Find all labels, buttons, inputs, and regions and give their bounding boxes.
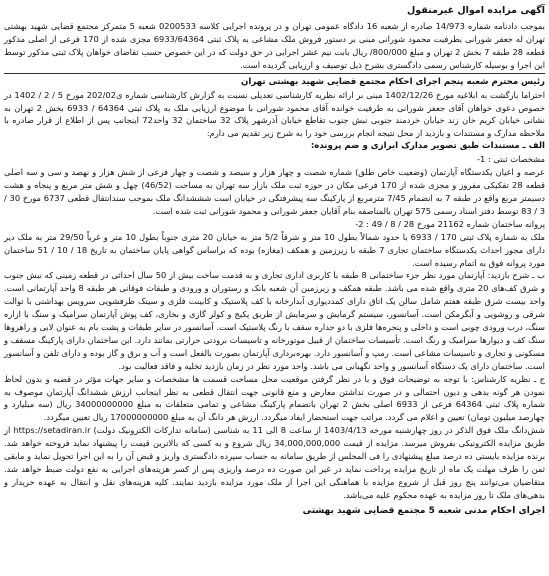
court-unit: رئیس محترم شعبه پنجم اجرای احکام مجتمع قضایی شهید بهشتی تهران [241, 76, 545, 87]
permit-heading: پروانه ساختمان شماره 21162 مورخ 28 / 8 / 49 : 2- [355, 218, 545, 229]
divider [4, 73, 545, 74]
auction-terms: شش‌دانگ ملک فوق الذکر در روز چهارشنبه مورخه 1403/4/13 از ساعت 8 الی 11 به شناسی (سامانه تدارکات الکترونیک دولت) https://setadiran.ir از طریق مزایده الکترونیکی بفروش میرسد. مزایده از قیمت 34,000,000,000 ریال شروع و به کسی که بالاترین قیمت را پیشنهاد نماید فروخته خواهد شد. برنده مزایده بایستی ده درصد مبلغ پیشنهادی را فی المجلس از طریق سامانه به حساب سپرده دادگستری واریز و قبض آن را به این اجرا تحویل نماید و مابقی ثمن را ظرف مهلت یک ماه از تاریخ مزایده پرداخت نماید در غیر این صورت ده درصد واریزی پس از کسر هزینه‌های اجرایی به نفع دولت ضبط خواهد شد. متقاضیان می‌توانند پنج روز قبل از شروع مزایده با هماهنگی این اجرا از ملک مورد مزایده بازدید نمایند. کلیه هزینه‌های نقل و انتقال به عهده خریدار و بدهی‌های ملک تا روز مزایده به عهده محکوم علیه می‌باشد. [4, 425, 546, 500]
ownership-heading: مشخصات ثبتی : 1- [477, 154, 545, 165]
section-b-inspection: ب ـ شرح بازدید: آپارتمان مورد نظر جزء ساختمانی 8 طبقه با کاربری اداری تجاری و به قدمت ساخت بیش از 50 سال احداثی در قطعه زمینی که نبش جنوب و شرق کف‌های 20 متری واقع شده می باشد. طبقه همکف و زیرزمین آن شعبه بانک و رستوران و ورودی و طبقات فوقانی هر طبقه 8 واحد آپارتمانی است. واحد بیست شرق طبقه هفتم شامل سالن یک اتاق دارای کمددیواری آبدارخانه با کف پلاستیک و کابینت فلزی و سینک ظرفشویی سرویس بهداشتی با توالت شرقی و روشویی و آبگرمکن است. آسانسور، سیستم گرمایش و سرمایش از طریق پکیج و کولر گازی و بخاری، کف پوش آپارتمان سرامیک و سنگ با ازاره سنگ، درب ورودی چوبی است و داخلی و پنجره‌ها فلزی با دو جداره سقف با رنگ پلاستیک است. آسانسور در سایر طبقات و پشت بام به عنوان لابی و راهروها سنگ کف و دیوارها سرامیک و رنگ است. تأسیسات ساختمان از قبیل موتورخانه و تاسیسات برودتی حرارتی بمانند دارد. این ساختمان دارای پارکینگ مسقف و مسکونی و تجاری و تاسیسات مشاعی است. رمپ و آسانسور دارد. بهره‌برداری آپارتمان بصورت بالفعل است و آب و برق و گاز بوده و دارای تلفن و آسانسور است. ساختمان دارای یک دستگاه آسانسور و واحد نگهبانی می باشد. واحد مورد نظر در زمان بازدید تخلیه و فاقد فعالیت بود. [4, 270, 545, 371]
notice-intro: بموجب دادنامه شماره 14/973 صادره از شعبه 16 دادگاه عمومی تهران و در پرونده اجرایی کلاسه 0200533 شعبه 5 متمرکز مجتمع قضایی شهید بهشتی تهران له جعفر شورانی بطرفیت محمود شورانی مبنی بر دستور فروش ملک مشاعی به پلاک ثبتی 6933/64364 مجزی شده از 170 فرعی از اصلی مذکور قطعه 28 طبقه 7 بخش 2 تهران و مبلغ 800/000/ ریال بابت نیم عشر اجرایی در حق دولت که در این خصوص حسب تقاضای خواهان پلاک ثبتی مذکور توسط این اجرا و بوسیله کارشناس رسمی دادگستری بشرح ذیل توصیف و ارزیابی گردیده است. [4, 21, 545, 70]
notice-title: آگهی مزایده اموال غیرمنقول [407, 5, 545, 16]
signature-line: اجرای احکام مدنی شعبه 5 مجتمع قضایی شهید بهشتی [302, 505, 545, 516]
section-c-expert-opinion: ج ـ نظریه کارشناس: با توجه به توضیحات فوق و با در نظر گرفتن موقعیت محل مساحت قسمت ها مشخصات و سایر جهات مؤثر در قضیه و بدون لحاظ نمودن هر گونه بدهی و دیون احتمالی و در صورت نداشتن معارض و منع قانونی جهت انتقال قطعی به نظر اینجانب ارزش ششدانگ آپارتمان موصوف به شماره پلاک ثبتی 64364 فرعی از 6933 اصلی بخش 2 تهران بانضمام پارکینگ مشاعی و تمامی متعلقات به مبلغ 34000000000 ریال (سه میلیارد و چهارصد میلیون تومان) تعیین و اعلام می گردد. مراتب جهت استحضار ایفاد میگردد. ارزش هر دانگ آن به مبلغ 17000000000 ریال تعیین میگردد. [4, 373, 546, 423]
ownership-text: عرصه و اعیان یکدستگاه آپارتمان (وضعیت خاص طلق) شماره شصت و چهار هزار و سیصد و شصت و چهار فرعی از شش هزار و نهصد و سی و سه اصلی قطعه 28 تفکیکی مفروز و مجزی شده از 170 فرعی مکان در حوزه ثبت ملک بازار سه تهران به مساحت (46/52) چهل و شش متر مربع و پنجاه و هشت دسیمتر مربع واقع در طبقه 7 به انضمام 7/45 مترمربع از پارکینگ سه پیشرفتگی در خیابان است شششدانگ ملک بموجب سندانتقال قطعی 6737 مورخ 30 / 3 / 83 توسط دفتر اسناد رسمی 575 تهران بالمناصفه بنام آقایان جعفر شورانی و محمود شورانی ثبت شده است. [4, 167, 545, 216]
expert-report: احتراما بازگشت به ابلاغیه مورخ 1402/12/26 مبنی بر ارائه نظریه کارشناسی تعدیلی نسبت به گزارش کارشناسی شماره ی202/02 مورخ 5 / 2 / 1402 در خصوص دعوی خواهان آقای جعفر شورانی به طرفیت خوانده آقای محمود شورانی با موضوع ارزیابی ملک به پلاک ثبتی 64364 / 6933 بخش 2 تهران به نشانی خیابان کریم خان زند خیابان خردمند جنوبی نبش جنوب تقاطع خیابان آذرشهر پلاک 32 ساختمان 32 واحد72 اینجانب پس از اطلاع از قرار صادره با ملاحظه مدارک و مستندات و بازدید از محل نتیجه انجام بررسی خود را به شرح زیر تقدیم می دارم: [4, 89, 545, 139]
permit-text: ملک به شماره پلاک ثبتی 170 / 6933 با حدود شمالاً بطول 10 متر و شرقاً 5/2 متر به خیابان 20 متری جنوباً بطول 10 متر و غرباً 29/50 متر به ملک دیر دارای مجوز احداث یکدستگاه ساختمان تجاری 7 طبقه با زیرزمین و همکف (مغازه) بوده که براساس گواهی پایان ساختمان به تاریخ 18 / 10 / 51 ساختمان مورد پروانه فوق به اتمام رسیده است. [4, 231, 546, 268]
section-a-heading: الف ـ مستندات طبق تصویر مدارک ابرازی و ضم پرونده: [310, 141, 545, 152]
